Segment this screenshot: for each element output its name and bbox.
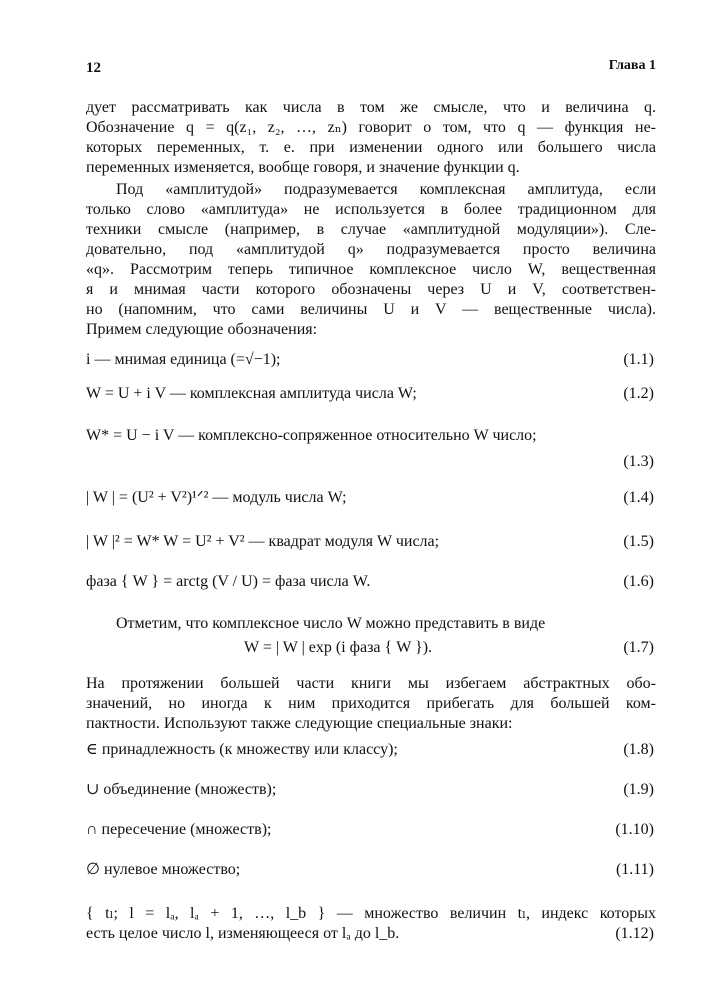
symbol-empty-set: ∅ нулевое множество; xyxy=(86,861,241,878)
equation-number-1-5: (1.5) xyxy=(623,533,654,550)
para1-line2: Обозначение q = q(z₁, z₂, …, zₙ) говорит о том, что q — функция не- xyxy=(86,119,656,136)
para3-line1: Отметим, что комплексное число W можно представить в виде xyxy=(116,615,546,632)
equation-1-2: W = U + i V — комплексная амплитуда числа W; xyxy=(86,385,417,402)
equation-1-4: | W | = (U² + V²)¹ᐟ² — модуль числа W; xyxy=(86,489,347,506)
set-definition-line2: есть целое число l, изменяющееся от lₐ до l_b. xyxy=(86,925,400,942)
equation-number-1-9: (1.9) xyxy=(623,781,654,798)
para2-line5: «q». Рассмотрим теперь типичное комплексное число W, вещественная xyxy=(86,261,656,278)
equation-1-5: | W |² = W* W = U² + V² — квадрат модуля W числа; xyxy=(86,533,440,550)
equation-number-1-7: (1.7) xyxy=(623,639,654,656)
para2-line6: я и мнимая части которого обозначены через U и V, соответствен- xyxy=(86,281,656,298)
para2-line7: но (напомним, что сами величины U и V — вещественные числа). xyxy=(86,301,656,318)
equation-1-3: W* = U − i V — комплексно-сопряженное относительно W число; xyxy=(86,427,537,444)
para2-line3: техники смысле (например, в случае «амплитудной модуляции»). Сле- xyxy=(86,221,656,238)
symbol-union: ∪ объединение (множеств); xyxy=(86,781,277,798)
symbol-membership: ∈ принадлежность (к множеству или классу); xyxy=(86,741,398,758)
equation-number-1-12: (1.12) xyxy=(615,925,654,942)
para1-line1: дует рассматривать как числа в том же смысле, что и величина q. xyxy=(86,99,656,116)
symbol-intersection: ∩ пересечение (множеств); xyxy=(86,821,272,838)
equation-number-1-10: (1.10) xyxy=(615,821,654,838)
equation-number-1-1: (1.1) xyxy=(623,351,654,368)
equation-number-1-2: (1.2) xyxy=(623,385,654,402)
set-definition-line1: { tₗ; l = lₐ, lₐ + 1, …, l_b } — множество величин tₗ, индекс которых xyxy=(86,905,656,922)
equation-number-1-4: (1.4) xyxy=(623,489,654,506)
para4-line2: значений, но иногда к ним приходится прибегать для большей ком- xyxy=(86,695,656,712)
equation-number-1-6: (1.6) xyxy=(623,573,654,590)
para2-line2: только слово «амплитуда» не используется в более традиционном для xyxy=(86,201,656,218)
para1-line4: переменных изменяется, вообще говоря, и значение функции q. xyxy=(86,159,520,176)
para2-line4: довательно, под «амплитудой q» подразумевается просто величина xyxy=(86,241,656,258)
equation-number-1-8: (1.8) xyxy=(623,741,654,758)
para1-line3: которых переменных, т. е. при изменении одного или большего числа xyxy=(86,139,656,156)
para4-line1: На протяжении большей части книги мы избегаем абстрактных обо- xyxy=(86,675,656,692)
page-number: 12 xyxy=(86,60,101,76)
equation-1-1: i — мнимая единица (=√−1); xyxy=(86,351,281,368)
equation-number-1-3: (1.3) xyxy=(623,453,654,470)
para2-line1: Под «амплитудой» подразумевается комплексная амплитуда, если xyxy=(116,181,656,198)
equation-1-7: W = | W | exp (i фаза { W }). xyxy=(244,639,433,656)
para4-line3: пактности. Используют также следующие специальные знаки: xyxy=(86,715,513,732)
para2-line8: Примем следующие обозначения: xyxy=(86,321,318,338)
equation-1-6: фаза { W } = arctg (V / U) = фаза числа W. xyxy=(86,573,371,590)
chapter-header: Глава 1 xyxy=(608,58,656,73)
equation-number-1-11: (1.11) xyxy=(615,861,654,878)
